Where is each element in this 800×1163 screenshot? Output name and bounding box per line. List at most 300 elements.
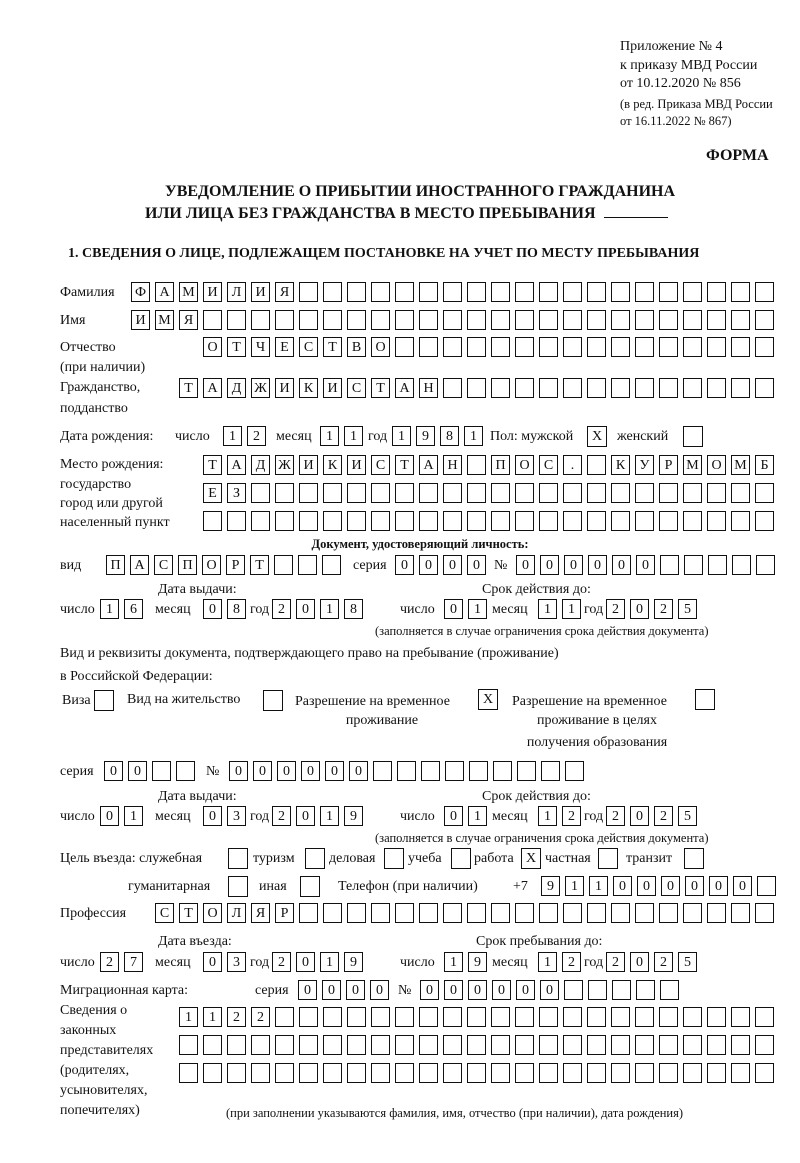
char-cell[interactable] — [707, 483, 726, 503]
char-cell[interactable] — [587, 1063, 606, 1083]
char-cell[interactable]: О — [203, 337, 222, 357]
char-cell[interactable] — [731, 1007, 750, 1027]
char-cell[interactable] — [227, 1063, 246, 1083]
char-cell[interactable]: Ч — [251, 337, 270, 357]
char-cell[interactable]: 2 — [227, 1007, 246, 1027]
char-cell[interactable] — [611, 282, 630, 302]
char-cell[interactable] — [659, 903, 678, 923]
char-cell[interactable] — [419, 511, 438, 531]
char-cell[interactable] — [611, 337, 630, 357]
char-cell[interactable]: К — [611, 455, 630, 475]
char-cell[interactable] — [755, 1063, 774, 1083]
char-cell[interactable]: И — [251, 282, 270, 302]
char-cell[interactable]: 0 — [630, 952, 649, 972]
char-cell[interactable]: 2 — [272, 806, 291, 826]
char-cell[interactable] — [443, 1063, 462, 1083]
char-cell[interactable]: 5 — [678, 952, 697, 972]
char-cell[interactable]: 0 — [370, 980, 389, 1000]
char-cell[interactable] — [563, 310, 582, 330]
char-cell[interactable] — [251, 511, 270, 531]
char-cell[interactable] — [347, 483, 366, 503]
char-cell[interactable] — [515, 337, 534, 357]
char-cell[interactable] — [445, 761, 464, 781]
char-cell[interactable] — [659, 511, 678, 531]
char-cell[interactable] — [467, 337, 486, 357]
entry-day-cells[interactable] — [100, 952, 148, 974]
char-cell[interactable]: 0 — [104, 761, 123, 781]
char-cell[interactable]: П — [106, 555, 125, 575]
char-cell[interactable] — [251, 1063, 270, 1083]
birth-year-cells[interactable] — [392, 426, 488, 448]
purpose-study-checkbox[interactable] — [451, 848, 471, 869]
char-cell[interactable]: 9 — [541, 876, 560, 896]
char-cell[interactable]: 1 — [320, 806, 339, 826]
char-cell[interactable] — [467, 1007, 486, 1027]
char-cell[interactable] — [683, 1063, 702, 1083]
char-cell[interactable]: 1 — [538, 806, 557, 826]
char-cell[interactable] — [635, 1007, 654, 1027]
id-valid-year-cells[interactable] — [606, 599, 702, 621]
char-cell[interactable] — [443, 511, 462, 531]
char-cell[interactable]: 0 — [588, 555, 607, 575]
char-cell[interactable]: 0 — [322, 980, 341, 1000]
char-cell[interactable]: 1 — [538, 952, 557, 972]
char-cell[interactable]: 0 — [253, 761, 272, 781]
char-cell[interactable]: 1 — [468, 599, 487, 619]
char-cell[interactable] — [539, 1063, 558, 1083]
char-cell[interactable] — [491, 337, 510, 357]
entry-year-cells[interactable] — [272, 952, 368, 974]
char-cell[interactable] — [227, 511, 246, 531]
char-cell[interactable]: 0 — [100, 806, 119, 826]
char-cell[interactable] — [755, 1035, 774, 1055]
char-cell[interactable]: Я — [275, 282, 294, 302]
char-cell[interactable] — [755, 378, 774, 398]
char-cell[interactable]: 1 — [203, 1007, 222, 1027]
char-cell[interactable] — [587, 1035, 606, 1055]
char-cell[interactable] — [565, 761, 584, 781]
char-cell[interactable] — [708, 555, 727, 575]
char-cell[interactable]: 5 — [678, 806, 697, 826]
char-cell[interactable]: С — [154, 555, 173, 575]
char-cell[interactable] — [707, 337, 726, 357]
char-cell[interactable] — [493, 761, 512, 781]
temp-residence-edu-checkbox[interactable] — [695, 689, 715, 710]
char-cell[interactable]: 1 — [538, 599, 557, 619]
char-cell[interactable] — [395, 282, 414, 302]
char-cell[interactable]: Я — [251, 903, 270, 923]
char-cell[interactable] — [757, 876, 776, 896]
purpose-private-checkbox[interactable] — [598, 848, 618, 869]
char-cell[interactable]: Л — [227, 282, 246, 302]
char-cell[interactable] — [323, 903, 342, 923]
char-cell[interactable] — [755, 903, 774, 923]
char-cell[interactable] — [491, 310, 510, 330]
char-cell[interactable]: 5 — [678, 599, 697, 619]
char-cell[interactable]: 0 — [296, 599, 315, 619]
char-cell[interactable] — [683, 483, 702, 503]
char-cell[interactable] — [491, 1035, 510, 1055]
char-cell[interactable] — [467, 1035, 486, 1055]
char-cell[interactable]: 0 — [540, 980, 559, 1000]
char-cell[interactable] — [611, 310, 630, 330]
char-cell[interactable] — [683, 310, 702, 330]
char-cell[interactable] — [707, 378, 726, 398]
char-cell[interactable]: 1 — [344, 426, 363, 446]
char-cell[interactable] — [323, 483, 342, 503]
char-cell[interactable]: 2 — [606, 806, 625, 826]
char-cell[interactable] — [588, 980, 607, 1000]
char-cell[interactable]: 0 — [298, 980, 317, 1000]
char-cell[interactable] — [397, 761, 416, 781]
char-cell[interactable] — [515, 1063, 534, 1083]
char-cell[interactable]: И — [323, 378, 342, 398]
char-cell[interactable] — [323, 310, 342, 330]
char-cell[interactable] — [419, 903, 438, 923]
char-cell[interactable]: 8 — [440, 426, 459, 446]
surname-cells[interactable] — [131, 282, 779, 304]
char-cell[interactable] — [611, 903, 630, 923]
char-cell[interactable]: В — [347, 337, 366, 357]
char-cell[interactable] — [323, 282, 342, 302]
char-cell[interactable] — [587, 903, 606, 923]
char-cell[interactable] — [469, 761, 488, 781]
char-cell[interactable] — [635, 378, 654, 398]
char-cell[interactable] — [203, 511, 222, 531]
char-cell[interactable] — [298, 555, 317, 575]
char-cell[interactable] — [731, 310, 750, 330]
char-cell[interactable] — [635, 1035, 654, 1055]
char-cell[interactable]: 8 — [227, 599, 246, 619]
char-cell[interactable] — [563, 378, 582, 398]
birth-month-cells[interactable] — [320, 426, 368, 448]
char-cell[interactable]: 3 — [227, 952, 246, 972]
id-issue-year-cells[interactable] — [272, 599, 368, 621]
char-cell[interactable] — [323, 1035, 342, 1055]
right-issue-day-cells[interactable] — [100, 806, 148, 828]
char-cell[interactable] — [659, 1007, 678, 1027]
char-cell[interactable]: 0 — [229, 761, 248, 781]
char-cell[interactable]: 0 — [613, 876, 632, 896]
char-cell[interactable]: С — [299, 337, 318, 357]
char-cell[interactable] — [539, 511, 558, 531]
char-cell[interactable] — [419, 483, 438, 503]
char-cell[interactable]: 0 — [709, 876, 728, 896]
char-cell[interactable]: 0 — [203, 806, 222, 826]
char-cell[interactable]: 0 — [325, 761, 344, 781]
char-cell[interactable] — [755, 282, 774, 302]
char-cell[interactable] — [299, 483, 318, 503]
char-cell[interactable] — [491, 511, 510, 531]
char-cell[interactable] — [491, 1007, 510, 1027]
char-cell[interactable] — [227, 310, 246, 330]
char-cell[interactable] — [515, 1007, 534, 1027]
char-cell[interactable] — [563, 282, 582, 302]
char-cell[interactable]: Н — [443, 455, 462, 475]
char-cell[interactable] — [299, 903, 318, 923]
char-cell[interactable]: 1 — [320, 952, 339, 972]
char-cell[interactable] — [515, 511, 534, 531]
name-cells[interactable] — [131, 310, 779, 332]
representatives-cells[interactable] — [179, 1035, 779, 1057]
char-cell[interactable] — [491, 483, 510, 503]
char-cell[interactable]: 0 — [564, 555, 583, 575]
char-cell[interactable] — [659, 483, 678, 503]
char-cell[interactable]: М — [155, 310, 174, 330]
char-cell[interactable]: 0 — [443, 555, 462, 575]
char-cell[interactable] — [731, 337, 750, 357]
char-cell[interactable]: 1 — [320, 599, 339, 619]
char-cell[interactable] — [539, 378, 558, 398]
migration-series-cells[interactable] — [298, 980, 394, 1002]
char-cell[interactable]: 0 — [444, 980, 463, 1000]
char-cell[interactable] — [515, 483, 534, 503]
char-cell[interactable] — [611, 1063, 630, 1083]
char-cell[interactable]: 9 — [416, 426, 435, 446]
right-valid-year-cells[interactable] — [606, 806, 702, 828]
char-cell[interactable] — [707, 903, 726, 923]
char-cell[interactable] — [635, 337, 654, 357]
char-cell[interactable] — [443, 903, 462, 923]
char-cell[interactable]: А — [227, 455, 246, 475]
char-cell[interactable]: Т — [227, 337, 246, 357]
char-cell[interactable]: Т — [323, 337, 342, 357]
char-cell[interactable] — [659, 337, 678, 357]
char-cell[interactable] — [491, 378, 510, 398]
char-cell[interactable] — [587, 378, 606, 398]
char-cell[interactable] — [587, 483, 606, 503]
char-cell[interactable]: 0 — [467, 555, 486, 575]
char-cell[interactable]: П — [178, 555, 197, 575]
char-cell[interactable] — [323, 1063, 342, 1083]
char-cell[interactable] — [347, 282, 366, 302]
char-cell[interactable]: 6 — [124, 599, 143, 619]
char-cell[interactable] — [467, 310, 486, 330]
char-cell[interactable] — [756, 555, 775, 575]
char-cell[interactable]: 0 — [637, 876, 656, 896]
char-cell[interactable]: А — [130, 555, 149, 575]
female-checkbox[interactable] — [683, 426, 703, 447]
char-cell[interactable] — [467, 511, 486, 531]
char-cell[interactable] — [683, 282, 702, 302]
char-cell[interactable] — [251, 310, 270, 330]
char-cell[interactable]: 2 — [606, 952, 625, 972]
char-cell[interactable] — [563, 337, 582, 357]
birth-place-cells[interactable] — [203, 455, 779, 477]
char-cell[interactable]: М — [179, 282, 198, 302]
char-cell[interactable] — [635, 282, 654, 302]
char-cell[interactable] — [515, 310, 534, 330]
char-cell[interactable] — [611, 378, 630, 398]
birth-day-cells[interactable] — [223, 426, 271, 448]
char-cell[interactable] — [491, 1063, 510, 1083]
char-cell[interactable]: 9 — [344, 806, 363, 826]
char-cell[interactable] — [707, 282, 726, 302]
char-cell[interactable] — [539, 337, 558, 357]
char-cell[interactable]: 0 — [612, 555, 631, 575]
char-cell[interactable]: 7 — [124, 952, 143, 972]
char-cell[interactable]: Д — [251, 455, 270, 475]
char-cell[interactable] — [299, 1063, 318, 1083]
char-cell[interactable]: З — [227, 483, 246, 503]
char-cell[interactable] — [203, 310, 222, 330]
char-cell[interactable]: 0 — [630, 599, 649, 619]
char-cell[interactable]: М — [683, 455, 702, 475]
char-cell[interactable] — [419, 310, 438, 330]
char-cell[interactable]: 0 — [301, 761, 320, 781]
char-cell[interactable] — [587, 310, 606, 330]
char-cell[interactable] — [563, 1063, 582, 1083]
char-cell[interactable] — [611, 483, 630, 503]
char-cell[interactable]: И — [131, 310, 150, 330]
char-cell[interactable] — [563, 1007, 582, 1027]
char-cell[interactable] — [659, 378, 678, 398]
char-cell[interactable]: А — [155, 282, 174, 302]
char-cell[interactable] — [659, 1063, 678, 1083]
char-cell[interactable] — [251, 483, 270, 503]
char-cell[interactable]: Е — [275, 337, 294, 357]
char-cell[interactable] — [395, 903, 414, 923]
char-cell[interactable]: Б — [755, 455, 774, 475]
char-cell[interactable] — [731, 378, 750, 398]
char-cell[interactable] — [587, 1007, 606, 1027]
char-cell[interactable] — [347, 1007, 366, 1027]
char-cell[interactable]: 2 — [562, 952, 581, 972]
char-cell[interactable] — [515, 378, 534, 398]
char-cell[interactable] — [176, 761, 195, 781]
char-cell[interactable]: Е — [203, 483, 222, 503]
char-cell[interactable]: 0 — [420, 980, 439, 1000]
char-cell[interactable] — [660, 555, 679, 575]
char-cell[interactable]: И — [347, 455, 366, 475]
char-cell[interactable] — [612, 980, 631, 1000]
right-series-cells[interactable] — [104, 761, 200, 783]
char-cell[interactable]: М — [731, 455, 750, 475]
purpose-business-checkbox[interactable] — [384, 848, 404, 869]
char-cell[interactable] — [179, 1063, 198, 1083]
char-cell[interactable] — [371, 282, 390, 302]
char-cell[interactable]: 2 — [654, 806, 673, 826]
char-cell[interactable] — [659, 310, 678, 330]
char-cell[interactable] — [755, 483, 774, 503]
char-cell[interactable]: 0 — [128, 761, 147, 781]
char-cell[interactable]: С — [347, 378, 366, 398]
char-cell[interactable] — [395, 1035, 414, 1055]
char-cell[interactable]: П — [491, 455, 510, 475]
char-cell[interactable]: Т — [371, 378, 390, 398]
char-cell[interactable] — [563, 1035, 582, 1055]
char-cell[interactable] — [539, 310, 558, 330]
char-cell[interactable]: 0 — [395, 555, 414, 575]
char-cell[interactable] — [467, 282, 486, 302]
char-cell[interactable]: О — [707, 455, 726, 475]
char-cell[interactable]: А — [203, 378, 222, 398]
char-cell[interactable] — [515, 282, 534, 302]
char-cell[interactable] — [323, 511, 342, 531]
char-cell[interactable] — [539, 1007, 558, 1027]
representatives-cells[interactable] — [179, 1007, 779, 1029]
char-cell[interactable]: 0 — [203, 599, 222, 619]
char-cell[interactable] — [731, 282, 750, 302]
char-cell[interactable]: Т — [203, 455, 222, 475]
id-valid-day-cells[interactable] — [444, 599, 492, 621]
char-cell[interactable]: 2 — [654, 599, 673, 619]
char-cell[interactable]: 3 — [227, 806, 246, 826]
char-cell[interactable] — [539, 483, 558, 503]
char-cell[interactable]: Л — [227, 903, 246, 923]
purpose-service-checkbox[interactable] — [228, 848, 248, 869]
char-cell[interactable] — [371, 483, 390, 503]
char-cell[interactable] — [611, 1007, 630, 1027]
char-cell[interactable] — [371, 903, 390, 923]
char-cell[interactable]: 1 — [468, 806, 487, 826]
id-issue-month-cells[interactable] — [203, 599, 251, 621]
char-cell[interactable]: 1 — [320, 426, 339, 446]
char-cell[interactable]: Ж — [275, 455, 294, 475]
char-cell[interactable] — [347, 511, 366, 531]
char-cell[interactable]: 0 — [444, 599, 463, 619]
char-cell[interactable] — [347, 1035, 366, 1055]
char-cell[interactable]: 1 — [589, 876, 608, 896]
char-cell[interactable]: 1 — [444, 952, 463, 972]
char-cell[interactable]: Т — [179, 903, 198, 923]
char-cell[interactable]: 0 — [540, 555, 559, 575]
char-cell[interactable]: 0 — [296, 952, 315, 972]
char-cell[interactable] — [683, 903, 702, 923]
char-cell[interactable]: С — [155, 903, 174, 923]
char-cell[interactable]: 1 — [124, 806, 143, 826]
id-kind-cells[interactable] — [106, 555, 346, 577]
patronymic-cells[interactable] — [203, 337, 779, 359]
char-cell[interactable]: И — [299, 455, 318, 475]
char-cell[interactable]: . — [563, 455, 582, 475]
char-cell[interactable]: О — [203, 903, 222, 923]
stay-month-cells[interactable] — [538, 952, 586, 974]
char-cell[interactable] — [419, 282, 438, 302]
char-cell[interactable] — [683, 511, 702, 531]
char-cell[interactable]: 0 — [685, 876, 704, 896]
right-issue-month-cells[interactable] — [203, 806, 251, 828]
char-cell[interactable] — [755, 511, 774, 531]
char-cell[interactable]: И — [203, 282, 222, 302]
male-checkbox[interactable]: X — [587, 426, 607, 447]
char-cell[interactable] — [179, 1035, 198, 1055]
char-cell[interactable] — [731, 483, 750, 503]
char-cell[interactable] — [443, 483, 462, 503]
temp-residence-checkbox[interactable]: X — [478, 689, 498, 710]
char-cell[interactable] — [563, 903, 582, 923]
char-cell[interactable]: 2 — [272, 599, 291, 619]
char-cell[interactable] — [731, 511, 750, 531]
char-cell[interactable] — [467, 455, 486, 475]
char-cell[interactable] — [419, 337, 438, 357]
char-cell[interactable]: 1 — [392, 426, 411, 446]
char-cell[interactable] — [731, 1063, 750, 1083]
char-cell[interactable] — [539, 282, 558, 302]
char-cell[interactable] — [587, 282, 606, 302]
char-cell[interactable] — [491, 282, 510, 302]
char-cell[interactable] — [587, 455, 606, 475]
char-cell[interactable]: К — [299, 378, 318, 398]
stay-year-cells[interactable] — [606, 952, 702, 974]
char-cell[interactable] — [203, 1063, 222, 1083]
char-cell[interactable]: Т — [179, 378, 198, 398]
char-cell[interactable]: 1 — [464, 426, 483, 446]
char-cell[interactable] — [660, 980, 679, 1000]
residence-permit-checkbox[interactable] — [263, 690, 283, 711]
char-cell[interactable] — [275, 1063, 294, 1083]
char-cell[interactable]: 2 — [272, 952, 291, 972]
